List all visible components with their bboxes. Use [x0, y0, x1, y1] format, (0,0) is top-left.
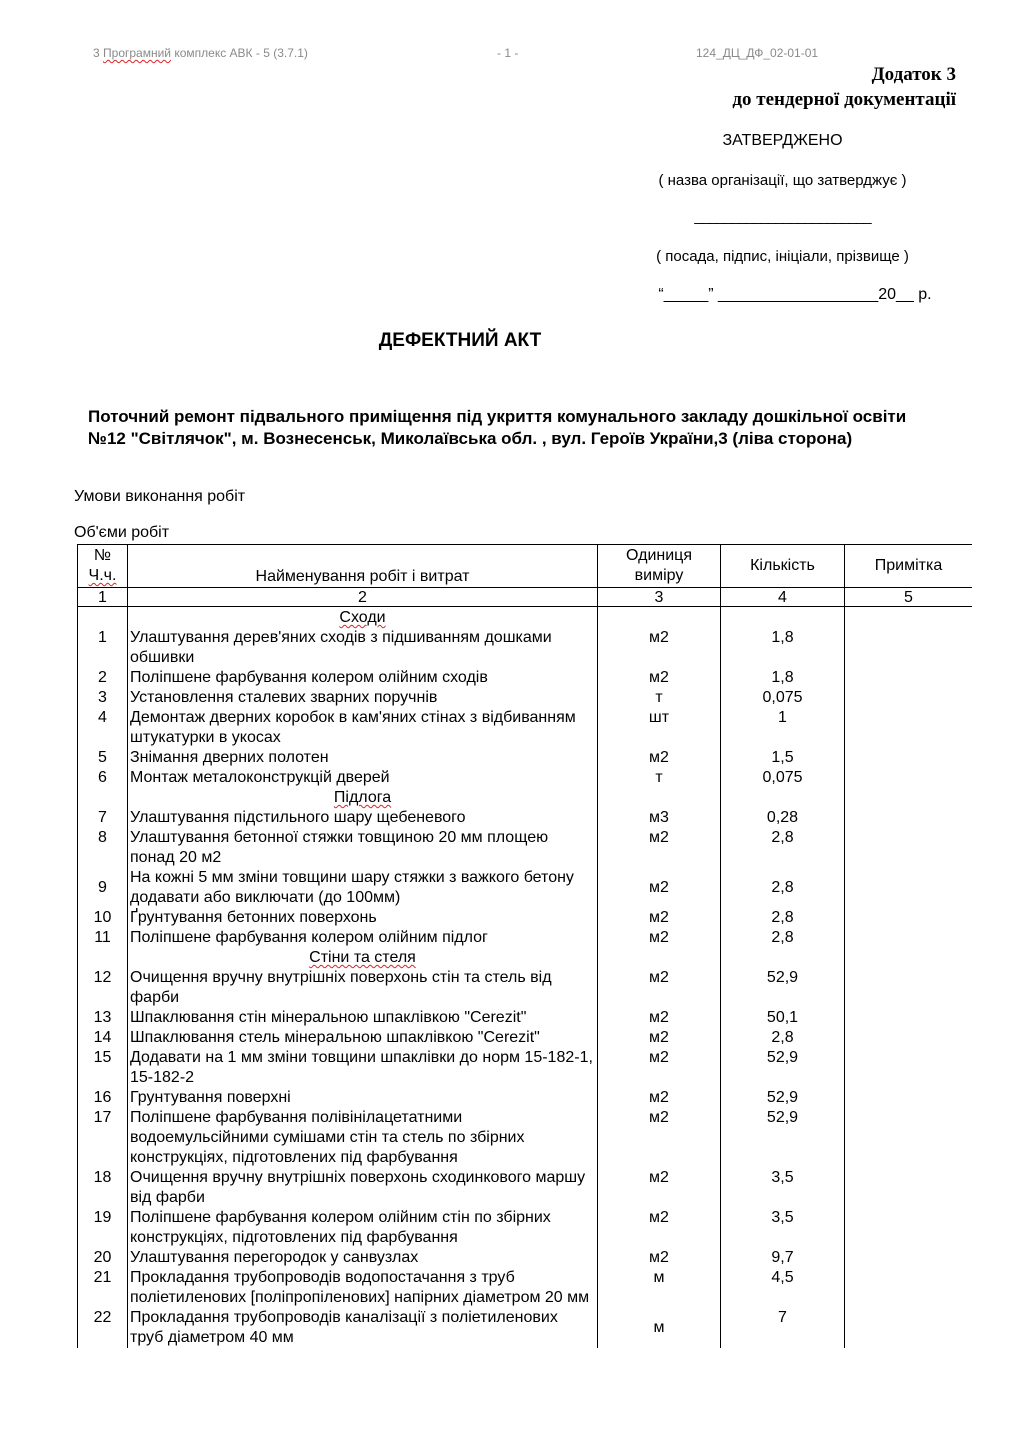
row-quantity: 0,075: [721, 768, 845, 788]
row-unit: м3: [598, 808, 721, 828]
row-number: 4: [78, 708, 128, 748]
row-name: Очищення вручну внутрішніх поверхонь сходинкового маршу від фарби: [128, 1168, 598, 1208]
table-row: [78, 808, 973, 828]
row-name: Очищення вручну внутрішніх поверхонь стін та стель від фарби: [128, 968, 598, 1008]
table-header-row: [78, 545, 973, 588]
row-name: Установлення сталевих зварних поручнів: [128, 688, 598, 708]
row-unit: м2: [598, 828, 721, 868]
row-note: [845, 908, 973, 928]
section-row: [78, 788, 973, 808]
document-code: 124_ДЦ_ДФ_02-01-01: [696, 46, 819, 60]
approved-title: ЗАТВЕРДЖЕНО: [722, 132, 843, 149]
row-unit: м2: [598, 1168, 721, 1208]
row-number: 20: [78, 1248, 128, 1268]
row-unit: м2: [598, 928, 721, 948]
table-row: [78, 1208, 973, 1248]
row-quantity: 1: [721, 708, 845, 748]
header-number-top: №: [93, 547, 112, 564]
organization-hint: ( назва організації, що затверджує ): [658, 172, 907, 189]
header-number-bottom: Ч.ч.: [88, 567, 117, 584]
row-name: Поліпшене фарбування колером олійним стін по збірних конструкціях, підготовлених під фарбування: [128, 1208, 598, 1248]
row-number: 5: [78, 748, 128, 768]
row-quantity: 1,8: [721, 628, 845, 668]
row-unit: м2: [598, 1028, 721, 1048]
table-row: [78, 1008, 973, 1028]
section-row: [78, 948, 973, 968]
project-subject: Поточний ремонт підвального приміщення під укриття комунального закладу дошкільної освіти №12 "Світлячок", м. Вознесенськ, Миколаївська обл. , вул. Героїв України,3 (ліва сторона): [88, 407, 907, 448]
row-unit: м: [598, 1268, 721, 1308]
row-note: [845, 1008, 973, 1028]
column-number: 3: [598, 588, 721, 607]
row-number: 19: [78, 1208, 128, 1248]
annex-title: Додаток 3: [871, 64, 956, 85]
row-name: Улаштування підстильного шару щебеневого: [128, 808, 598, 828]
program-prefix: 3: [93, 46, 104, 60]
row-quantity: 50,1: [721, 1008, 845, 1028]
row-number: 17: [78, 1108, 128, 1168]
row-unit: м: [598, 1308, 721, 1348]
column-number: 5: [845, 588, 973, 607]
annex-block: [732, 62, 956, 112]
row-note: [845, 1208, 973, 1248]
row-number: 18: [78, 1168, 128, 1208]
row-number: 15: [78, 1048, 128, 1088]
row-unit: м2: [598, 908, 721, 928]
row-name: Ґрунтування бетонних поверхонь: [128, 908, 598, 928]
row-name: Демонтаж дверних коробок в кам'яних стінах з відбиванням штукатурки в укосах: [128, 708, 598, 748]
column-number: 4: [721, 588, 845, 607]
row-name: Улаштування дерев'яних сходів з підшиванням дошками обшивки: [128, 628, 598, 668]
row-quantity: 3,5: [721, 1208, 845, 1248]
row-quantity: 7: [721, 1308, 845, 1348]
header-note: Примітка: [845, 545, 973, 588]
row-number: 1: [78, 628, 128, 668]
row-unit: м2: [598, 1088, 721, 1108]
row-quantity: 2,8: [721, 928, 845, 948]
row-quantity: 2,8: [721, 1028, 845, 1048]
page-number: - 1 -: [497, 46, 519, 60]
works-table: [77, 544, 972, 1348]
table-row: [78, 1048, 973, 1088]
row-number: 10: [78, 908, 128, 928]
row-quantity: 1,5: [721, 748, 845, 768]
table-row: [78, 1268, 973, 1308]
row-note: [845, 1028, 973, 1048]
row-number: 16: [78, 1088, 128, 1108]
row-name: Поліпшене фарбування колером олійним сходів: [128, 668, 598, 688]
section-title: Стіни та стеля: [309, 949, 416, 966]
row-name: Додавати на 1 мм зміни товщини шпаклівки до норм 15-182-1, 15-182-2: [128, 1048, 598, 1088]
row-unit: т: [598, 688, 721, 708]
table-row: [78, 628, 973, 668]
column-number-row: [78, 588, 973, 607]
table-row: [78, 708, 973, 748]
row-name: На кожні 5 мм зміни товщини шару стяжки з важкого бетону додавати або виключати (до 100мм): [128, 868, 598, 908]
table-row: [78, 928, 973, 948]
row-note: [845, 1168, 973, 1208]
row-note: [845, 1048, 973, 1088]
header-number: [78, 545, 128, 588]
row-note: [845, 828, 973, 868]
row-quantity: 2,8: [721, 828, 845, 868]
row-name: Прокладання трубопроводів водопостачання з труб поліетиленових [поліпропіленових] напірних діаметром 20 мм: [128, 1268, 598, 1308]
approval-date: “_____” __________________20__ р.: [658, 286, 932, 303]
row-name: Поліпшене фарбування полівінілацетатними водоемульсійними сумішами стін та стель по збірних конструкціях, підготовлених під фарбування: [128, 1108, 598, 1168]
header-unit: [598, 545, 721, 588]
table-row: [78, 828, 973, 868]
row-number: 6: [78, 768, 128, 788]
row-number: 11: [78, 928, 128, 948]
row-name: Улаштування бетонної стяжки товщиною 20 мм площею понад 20 м2: [128, 828, 598, 868]
program-word: Програмний: [103, 46, 171, 60]
program-info: [93, 46, 308, 60]
row-name: Знімання дверних полотен: [128, 748, 598, 768]
row-unit: м2: [598, 1108, 721, 1168]
row-quantity: 0,28: [721, 808, 845, 828]
row-note: [845, 868, 973, 908]
annex-subtitle: до тендерної документації: [732, 89, 956, 110]
row-note: [845, 708, 973, 748]
row-unit: т: [598, 768, 721, 788]
section-title: Підлога: [333, 789, 392, 806]
row-unit: м2: [598, 628, 721, 668]
row-number: 12: [78, 968, 128, 1008]
row-quantity: 9,7: [721, 1248, 845, 1268]
row-unit: м2: [598, 1008, 721, 1028]
row-quantity: 1,8: [721, 668, 845, 688]
table-row: [78, 1028, 973, 1048]
header-quantity: Кількість: [721, 545, 845, 588]
row-quantity: 0,075: [721, 688, 845, 708]
signature-line: ________________________: [694, 208, 871, 225]
program-rest: комплекс АВК - 5 (3.7.1): [171, 46, 308, 60]
row-note: [845, 928, 973, 948]
row-quantity: 2,8: [721, 908, 845, 928]
row-name: Монтаж металоконструкцій дверей: [128, 768, 598, 788]
table-row: [78, 908, 973, 928]
document-title: ДЕФЕКТНИЙ АКТ: [378, 330, 542, 351]
row-unit: м2: [598, 668, 721, 688]
row-note: [845, 1108, 973, 1168]
header-unit-top: Одиниця: [626, 547, 692, 564]
row-number: 14: [78, 1028, 128, 1048]
table-row: [78, 1108, 973, 1168]
row-note: [845, 1268, 973, 1308]
section-row: [78, 607, 973, 629]
volumes-label: Об'єми робіт: [74, 524, 170, 541]
row-name: Поліпшене фарбування колером олійним підлог: [128, 928, 598, 948]
row-unit: м2: [598, 1248, 721, 1268]
row-note: [845, 668, 973, 688]
table-row: [78, 688, 973, 708]
column-number: 1: [78, 588, 128, 607]
table-row: [78, 1248, 973, 1268]
table-row: [78, 748, 973, 768]
row-quantity: 2,8: [721, 868, 845, 908]
row-number: 9: [78, 868, 128, 908]
row-note: [845, 1088, 973, 1108]
row-number: 21: [78, 1268, 128, 1308]
header-name: Найменування робіт і витрат: [128, 545, 598, 588]
table-row: [78, 768, 973, 788]
row-unit: м2: [598, 868, 721, 908]
row-quantity: 52,9: [721, 1108, 845, 1168]
row-quantity: 52,9: [721, 1048, 845, 1088]
row-note: [845, 968, 973, 1008]
row-name: Прокладання трубопроводів каналізації з поліетиленових труб діаметром 40 мм: [128, 1308, 598, 1348]
row-number: 22: [78, 1308, 128, 1348]
row-name: Грунтування поверхні: [128, 1088, 598, 1108]
row-quantity: 3,5: [721, 1168, 845, 1208]
row-unit: м2: [598, 748, 721, 768]
row-quantity: 4,5: [721, 1268, 845, 1308]
works-table-body: [78, 607, 973, 1349]
row-note: [845, 748, 973, 768]
conditions-label: Умови виконання робіт: [74, 488, 246, 505]
table-row: [78, 868, 973, 908]
row-unit: шт: [598, 708, 721, 748]
row-unit: м2: [598, 1048, 721, 1088]
table-row: [78, 1088, 973, 1108]
row-note: [845, 688, 973, 708]
row-number: 8: [78, 828, 128, 868]
table-row: [78, 968, 973, 1008]
table-row: [78, 668, 973, 688]
row-unit: м2: [598, 968, 721, 1008]
works-table-wrapper: [77, 544, 972, 1378]
row-number: 13: [78, 1008, 128, 1028]
row-number: 3: [78, 688, 128, 708]
table-row: [78, 1308, 973, 1348]
column-number: 2: [128, 588, 598, 607]
row-note: [845, 1308, 973, 1348]
row-quantity: 52,9: [721, 1088, 845, 1108]
row-name: Шпаклювання стін мінеральною шпаклівкою "Cerezit": [128, 1008, 598, 1028]
row-note: [845, 1248, 973, 1268]
header-unit-bottom: виміру: [634, 567, 684, 584]
row-unit: м2: [598, 1208, 721, 1248]
table-row: [78, 1168, 973, 1208]
row-note: [845, 628, 973, 668]
row-quantity: 52,9: [721, 968, 845, 1008]
row-number: 2: [78, 668, 128, 688]
row-name: Улаштування перегородок у санвузлах: [128, 1248, 598, 1268]
signature-hint: ( посада, підпис, ініціали, прізвище ): [656, 248, 909, 265]
row-note: [845, 768, 973, 788]
row-name: Шпаклювання стель мінеральною шпаклівкою "Cerezit": [128, 1028, 598, 1048]
row-note: [845, 808, 973, 828]
row-number: 7: [78, 808, 128, 828]
section-title: Сходи: [339, 609, 386, 626]
